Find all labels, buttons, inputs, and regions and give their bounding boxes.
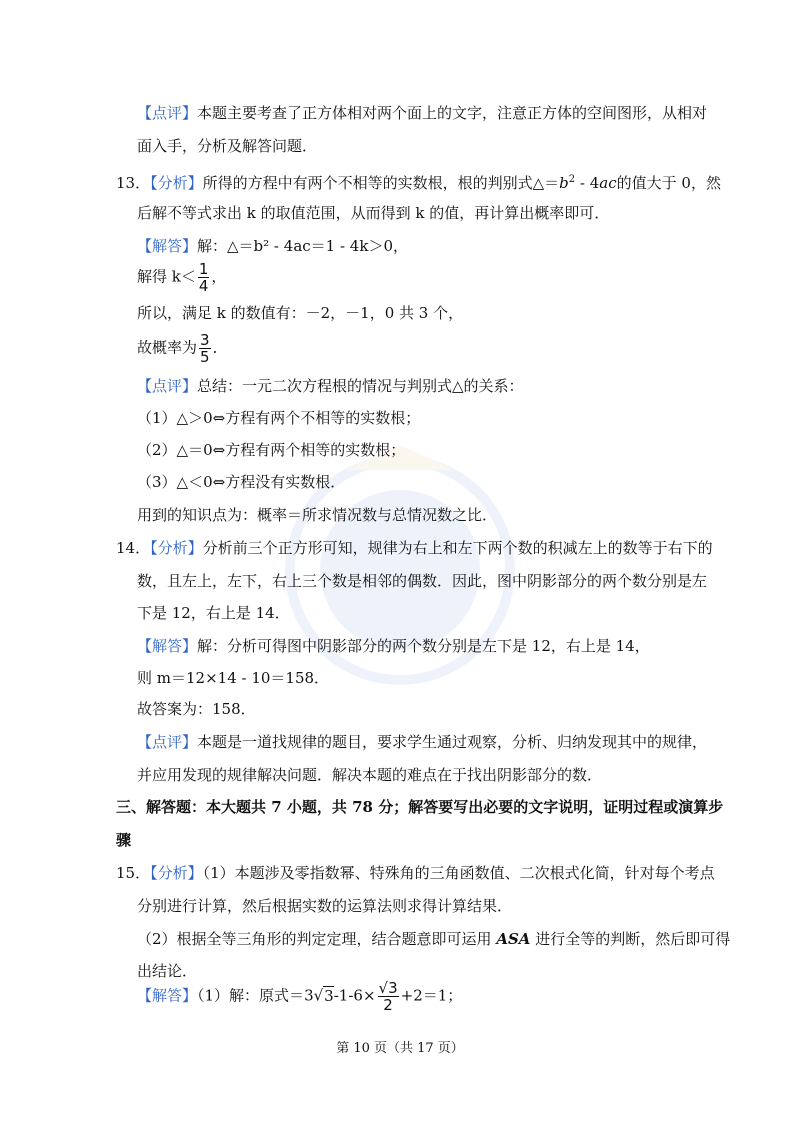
q13-comment-line4: （3）△＜0⇔方程没有实数根．	[137, 473, 346, 491]
q12-comment-line2: 面入手，分析及解答问题．	[137, 137, 318, 155]
q15-analysis-line2: 分别进行计算，然后根据实数的运算法则求得计算结果．	[137, 897, 513, 915]
question-number: 14．	[116, 539, 151, 557]
tag-answer: 【解答】	[137, 237, 198, 255]
fraction-one-quarter: $\frac{1}{4}$	[198, 260, 209, 295]
tag-answer: 【解答】	[137, 986, 198, 1005]
q14-comment-line1: 【点评】本题是一道找规律的题目，要求学生通过观察，分析、归纳发现其中的规律，	[137, 733, 708, 751]
tag-answer: 【解答】	[137, 637, 198, 655]
tag-comment: 【点评】	[137, 377, 198, 395]
q14-answer-line1: 【解答】解：分析可得图中阴影部分的两个数分别是左下是 12，右上是 14，	[137, 637, 650, 655]
q13-answer-line2: 解得 k＜ $\frac{1}{4}$ ，	[137, 260, 227, 295]
q13-comment-line1: 【点评】总结：一元二次方程根的情况与判别式△的关系：	[137, 377, 524, 395]
tag-analysis: 【分析】	[150, 539, 203, 557]
tag-analysis: 【分析】	[150, 174, 203, 192]
q13-answer-line3: 所以，满足 k 的数值有：－2，－1，0 共 3 个，	[137, 304, 464, 322]
q13-analysis-line1: 13．【分析】所得的方程中有两个不相等的实数根，根的判别式$\triangle=b^2 - 4ac$的值大于 0，然	[116, 174, 721, 192]
tag-comment: 【点评】	[137, 733, 198, 751]
section-heading-line1: 三、解答题：本大题共 7 小题，共 78 分；解答要写出必要的文字说明，证明过程或演算步	[116, 798, 724, 816]
q14-answer-line2: 则 m＝12×14 - 10＝158．	[137, 669, 330, 687]
q13-answer-line1: 【解答】解：△＝b² - 4ac＝1 - 4k＞0，	[137, 237, 408, 255]
q15-answer-line1: 【解答】（1）解：原式＝3√3-1-6× $\frac{√3}{2}$ +2＝1；	[137, 979, 463, 1014]
q15-analysis-line3: （2）根据全等三角形的判定定理，结合题意即可运用 ASA 进行全等的判断，然后即可得	[137, 930, 731, 948]
q15-analysis-line1: 15．【分析】（1）本题涉及零指数幂、特殊角的三角函数值、二次根式化简，针对每个考点	[116, 864, 715, 882]
section-heading-line2: 骤	[116, 831, 132, 849]
fraction-three-fifths: $\frac{3}{5}$	[200, 331, 210, 366]
question-number: 15．	[116, 864, 151, 882]
q13-analysis-line2: 后解不等式求出 k 的取值范围，从而得到 k 的值，再计算出概率即可．	[137, 204, 610, 222]
q12-comment-line1: 【点评】本题主要考查了正方体相对两个面上的文字，注意正方体的空间图形，从相对	[137, 104, 708, 122]
q13-comment-line2: （1）△＞0⇔方程有两个不相等的实数根；	[137, 409, 421, 427]
tag-analysis: 【分析】	[150, 864, 203, 882]
q14-comment-line2: 并应用发现的规律解决问题．解决本题的难点在于找出阴影部分的数．	[137, 766, 603, 784]
q15-analysis-line4: 出结论．	[137, 962, 198, 980]
q13-answer-line4: 故概率为 $\frac{3}{5}$ ．	[137, 331, 228, 366]
q14-analysis-line3: 下是 12，右上是 14．	[137, 604, 290, 622]
question-number: 13．	[116, 174, 151, 192]
q14-answer-line3: 故答案为：158．	[137, 700, 256, 718]
q14-analysis-line1: 14．【分析】分析前三个正方形可知，规律为右上和左下两个数的积减左上的数等于右下的	[116, 539, 713, 557]
q13-comment-line3: （2）△＝0⇔方程有两个相等的实数根；	[137, 441, 406, 459]
page-footer: 第 10 页（共 17 页）	[336, 1041, 464, 1056]
tag-comment: 【点评】	[137, 104, 198, 122]
q13-comment-line5: 用到的知识点为：概率＝所求情况数与总情况数之比．	[137, 506, 498, 524]
q14-analysis-line2: 数，且左上，左下，右上三个数是相邻的偶数．因此，图中阴影部分的两个数分别是左	[137, 572, 708, 590]
fraction-sqrt3-over-2: $\frac{√3}{2}$	[378, 979, 398, 1014]
